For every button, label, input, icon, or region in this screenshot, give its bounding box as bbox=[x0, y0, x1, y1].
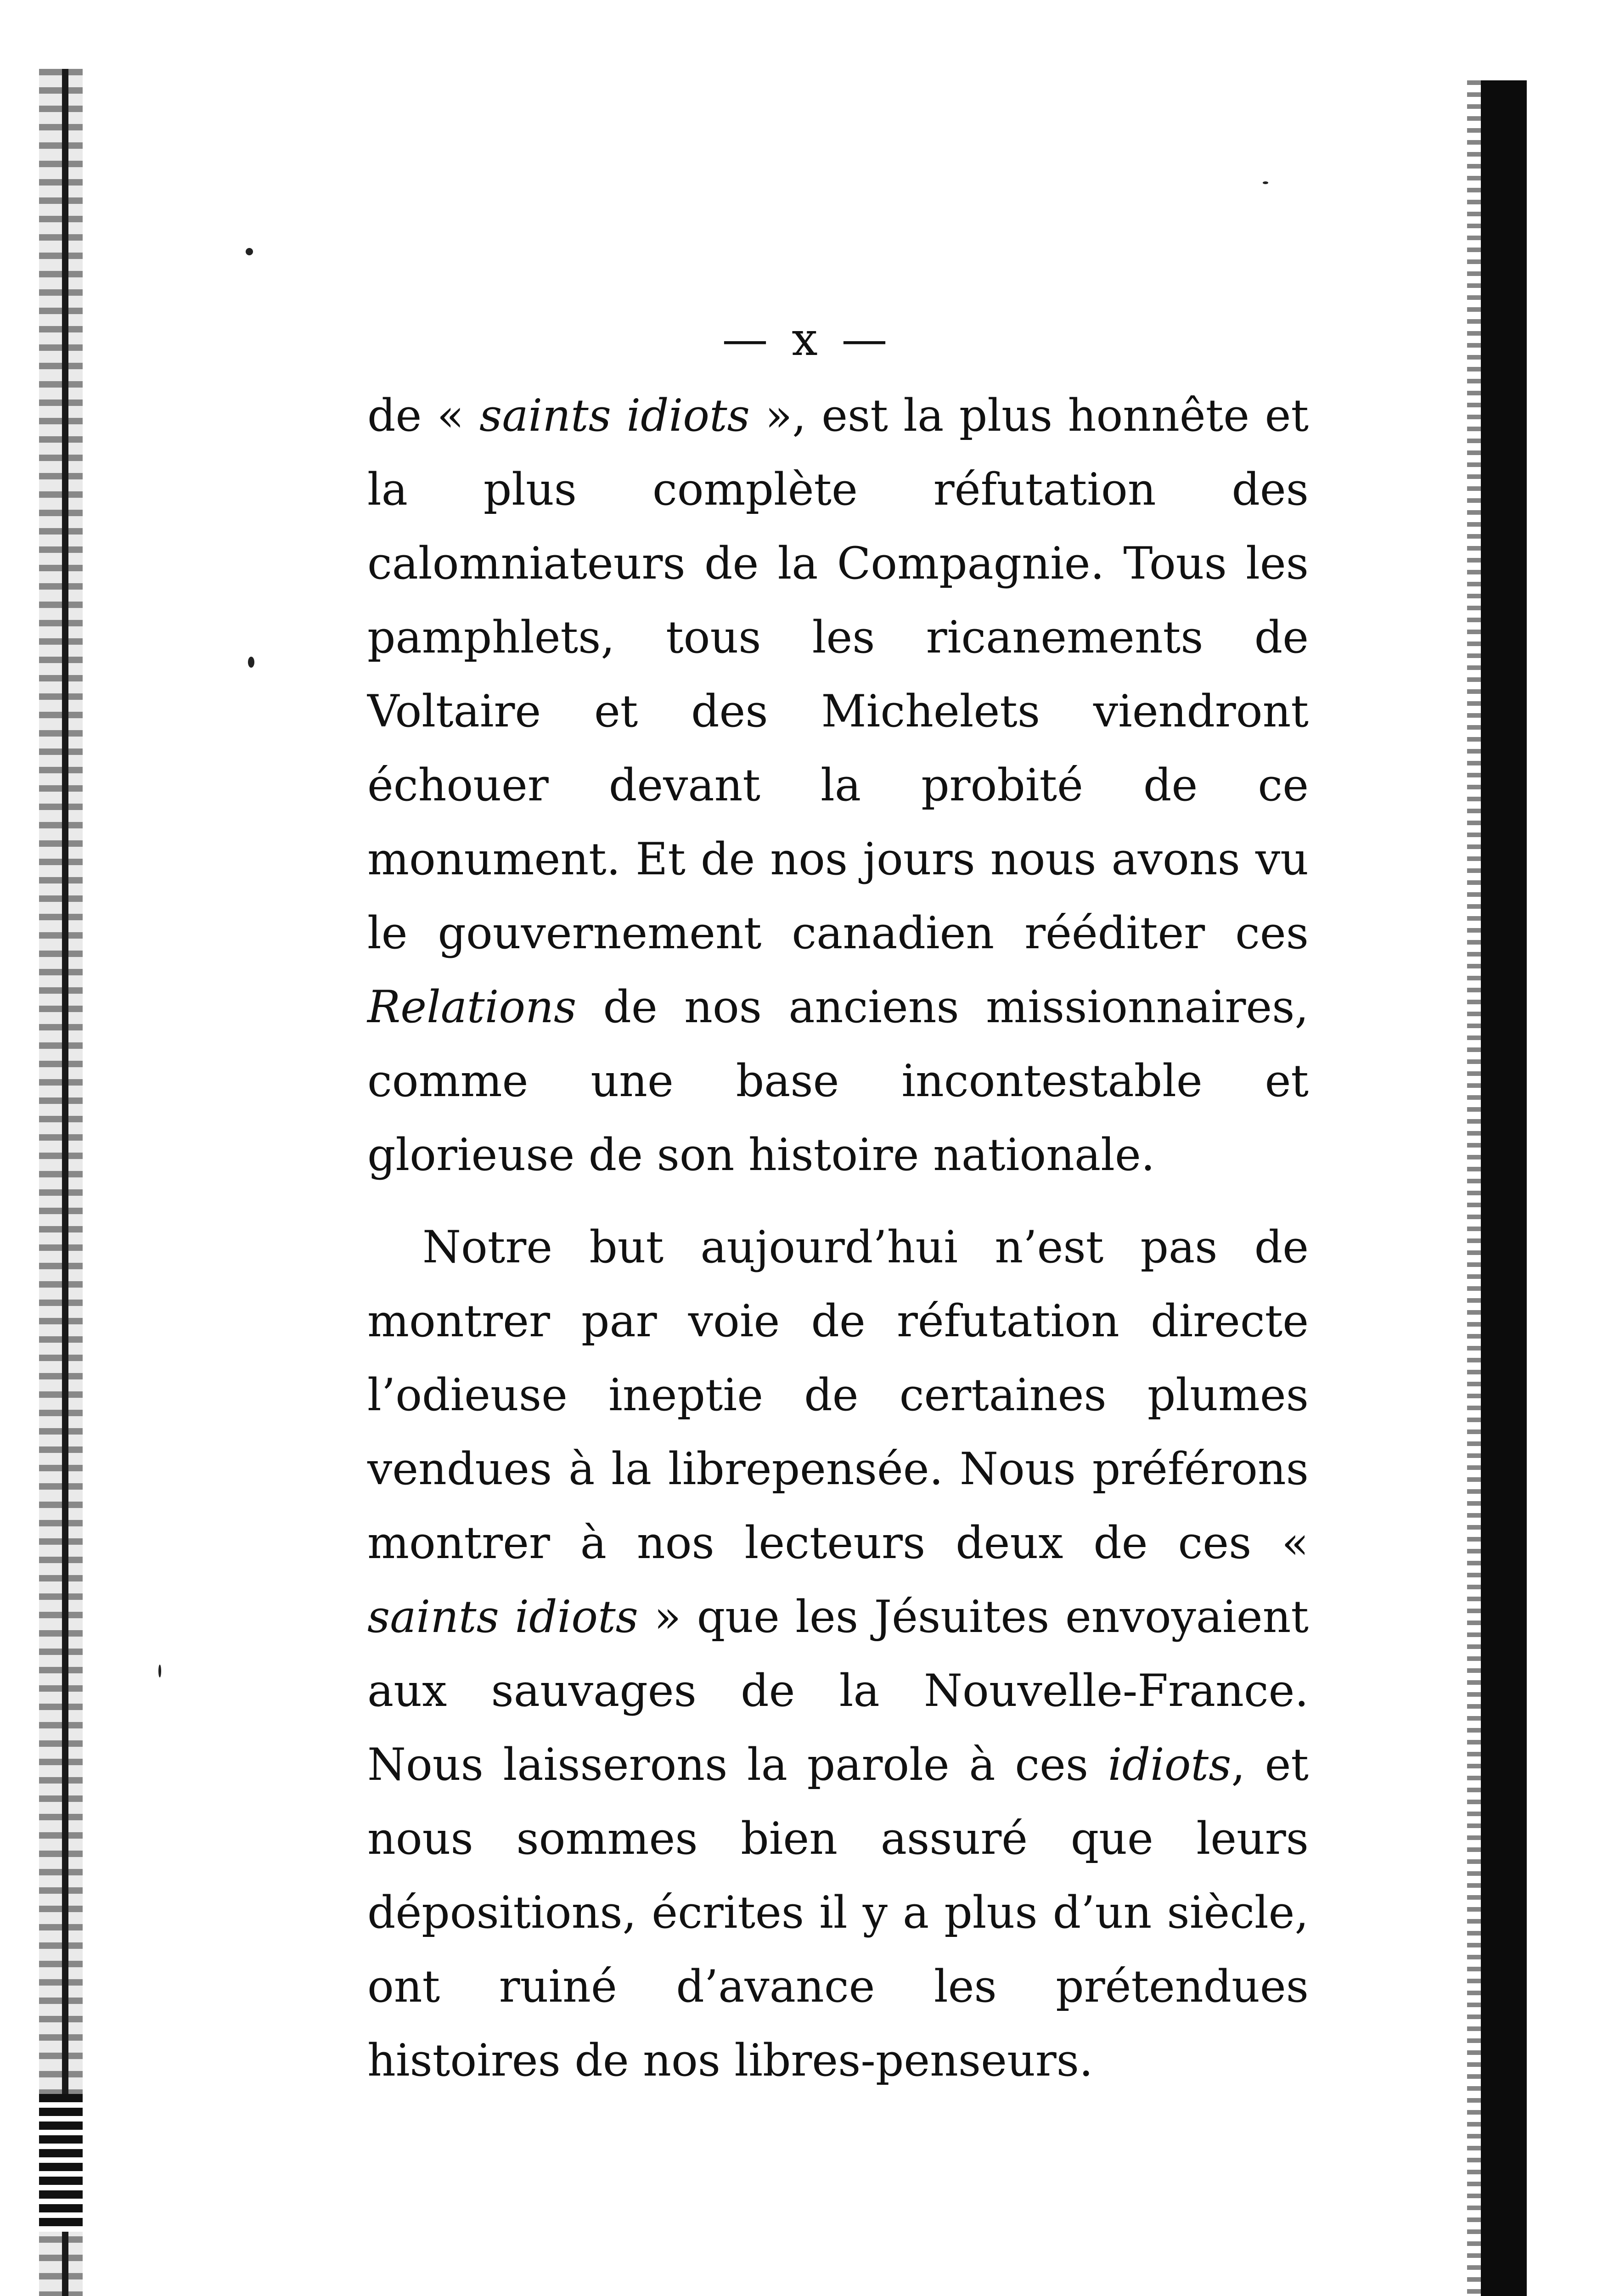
left-binding-edge bbox=[39, 69, 83, 2296]
paragraph-1-text: de nos anciens missionnaires, comme une base incontestable et glorieuse de son histoire nationale. bbox=[367, 981, 1309, 1181]
paragraph-2-italic-saints-idiots: saints idiots bbox=[367, 1591, 638, 1643]
paragraph-2-italic-idiots: idiots bbox=[1108, 1739, 1232, 1790]
page-number: — x — bbox=[722, 312, 892, 366]
paragraph-2-text: , et nous sommes bien assuré que leurs dépositions, écrites il y a plus d’un siècle, ont ruiné d’avance les prétendues histoires de nos libres-penseurs. bbox=[367, 1739, 1309, 2086]
left-binding-line bbox=[62, 69, 68, 2296]
scan-speck bbox=[158, 1665, 161, 1677]
scan-speck bbox=[246, 248, 253, 255]
right-page-edge bbox=[1481, 80, 1527, 2296]
paragraph-1-italic-saints-idiots: saints idiots bbox=[479, 390, 750, 441]
paragraph-1-italic-relations: Relations bbox=[367, 981, 577, 1033]
scan-speck bbox=[248, 657, 254, 668]
paragraph-2-text: » que les Jésuites envoyaient aux sauvages de la Nouvelle-France. Nous laisserons la parole à ces bbox=[367, 1591, 1309, 1790]
body-text bbox=[367, 379, 1309, 2098]
paragraph-1 bbox=[367, 379, 1309, 1192]
paragraph-2 bbox=[367, 1210, 1309, 2098]
scan-speck bbox=[1263, 181, 1268, 184]
paragraph-2-text: Notre but aujourd’hui n’est pas de montrer par voie de réfutation directe l’odieuse ineptie de certaines plumes vendues à la librepensée. Nous préférons montrer à nos lecteurs deux de ces « bbox=[367, 1221, 1309, 1569]
paragraph-1-text: de « bbox=[367, 390, 480, 441]
paragraph-1-text: », est la plus honnête et la plus complète réfutation des calomniateurs de la Compagnie. Tous les pamphlets, tous les ricanements de Voltaire et des Michelets viendront échouer devant la probité de ce monument. Et de nos jours nous avons vu le gouvernement canadien rééditer ces bbox=[367, 390, 1309, 959]
left-binding-dense-marks bbox=[39, 2094, 83, 2232]
